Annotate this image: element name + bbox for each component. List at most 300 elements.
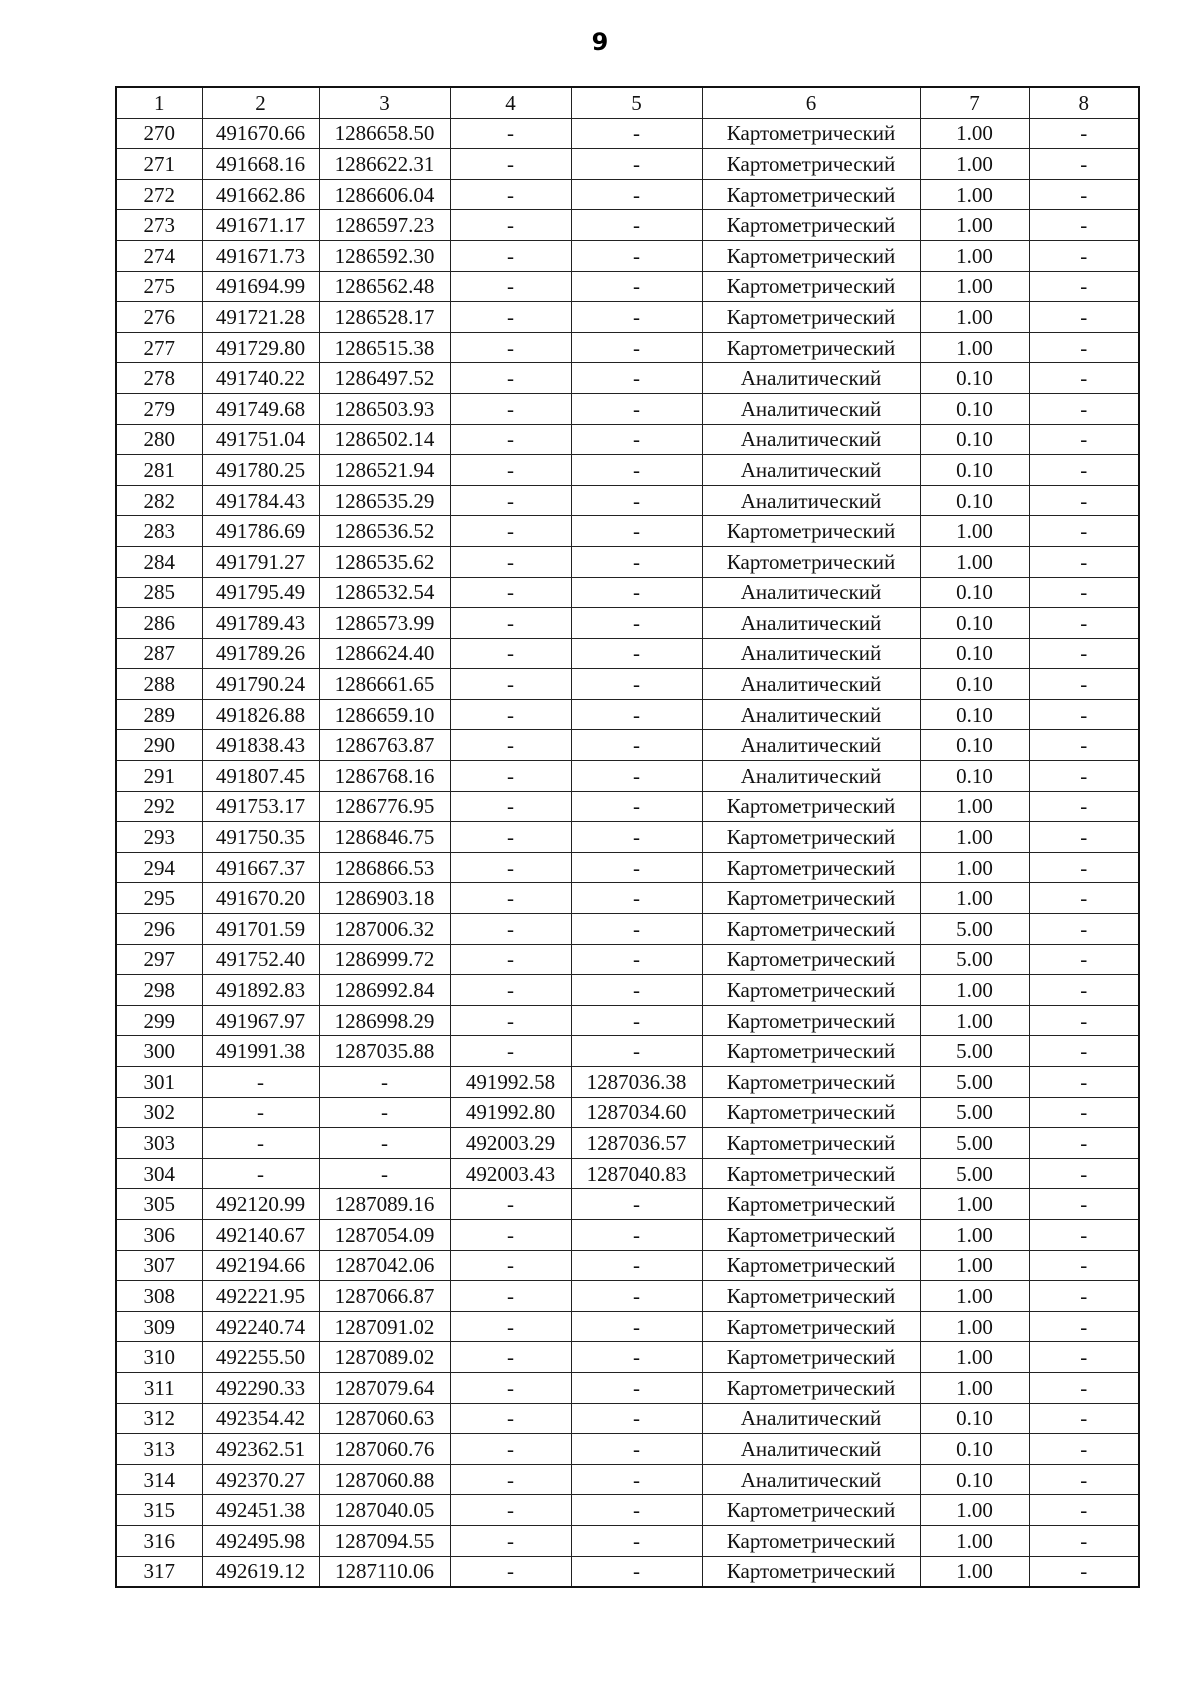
table-cell: -: [202, 1097, 319, 1128]
table-cell: 1.00: [920, 852, 1029, 883]
table-row: [116, 363, 1139, 394]
table-cell: -: [571, 1464, 702, 1495]
table-cell: -: [202, 1158, 319, 1189]
table-cell: -: [1029, 1158, 1139, 1189]
table-cell: -: [1029, 608, 1139, 639]
table-cell: 300: [116, 1036, 202, 1067]
table-cell: -: [450, 944, 571, 975]
table-cell: Картометрический: [702, 1311, 920, 1342]
table-cell: 1286573.99: [319, 608, 450, 639]
table-cell: 492003.43: [450, 1158, 571, 1189]
table-cell: 491789.26: [202, 638, 319, 669]
table-cell: 1286536.52: [319, 516, 450, 547]
table-cell: -: [1029, 1281, 1139, 1312]
table-cell: 491670.20: [202, 883, 319, 914]
table-row: [116, 1219, 1139, 1250]
table-cell: 303: [116, 1128, 202, 1159]
table-cell: -: [1029, 302, 1139, 333]
table-cell: -: [450, 1372, 571, 1403]
table-cell: -: [571, 1005, 702, 1036]
table-cell: 1.00: [920, 179, 1029, 210]
table-cell: -: [450, 1036, 571, 1067]
table-cell: -: [1029, 363, 1139, 394]
table-cell: -: [1029, 485, 1139, 516]
table-cell: -: [450, 914, 571, 945]
table-cell: 1286659.10: [319, 699, 450, 730]
table-cell: -: [450, 1281, 571, 1312]
table-row: [116, 883, 1139, 914]
table-cell: -: [571, 914, 702, 945]
table-cell: 491786.69: [202, 516, 319, 547]
column-header-5: 5: [571, 87, 702, 118]
table-cell: 277: [116, 332, 202, 363]
table-cell: 491992.58: [450, 1067, 571, 1098]
table-cell: 305: [116, 1189, 202, 1220]
table-cell: Картометрический: [702, 914, 920, 945]
table-cell: Картометрический: [702, 240, 920, 271]
table-cell: -: [571, 485, 702, 516]
table-cell: 284: [116, 546, 202, 577]
table-cell: -: [1029, 1067, 1139, 1098]
table-cell: Аналитический: [702, 393, 920, 424]
table-body: [116, 118, 1139, 1587]
table-cell: -: [450, 852, 571, 883]
table-row: [116, 455, 1139, 486]
table-cell: 276: [116, 302, 202, 333]
table-cell: 1286846.75: [319, 822, 450, 853]
table-cell: Картометрический: [702, 822, 920, 853]
table-cell: 491795.49: [202, 577, 319, 608]
table-cell: -: [450, 761, 571, 792]
table-cell: 492290.33: [202, 1372, 319, 1403]
table-row: [116, 1556, 1139, 1587]
table-cell: -: [450, 485, 571, 516]
table-cell: -: [1029, 1097, 1139, 1128]
table-cell: -: [1029, 1556, 1139, 1587]
table-cell: 1287042.06: [319, 1250, 450, 1281]
table-cell: -: [450, 975, 571, 1006]
table-cell: 317: [116, 1556, 202, 1587]
table-cell: Картометрический: [702, 1005, 920, 1036]
table-cell: 310: [116, 1342, 202, 1373]
table-cell: -: [1029, 1403, 1139, 1434]
table-cell: 491790.24: [202, 669, 319, 700]
table-cell: -: [571, 1219, 702, 1250]
table-cell: -: [1029, 424, 1139, 455]
table-cell: 1286535.29: [319, 485, 450, 516]
table-cell: -: [571, 1281, 702, 1312]
table-cell: 1.00: [920, 546, 1029, 577]
table-cell: 1287089.16: [319, 1189, 450, 1220]
table-row: [116, 761, 1139, 792]
table-cell: 491671.73: [202, 240, 319, 271]
table-cell: -: [571, 1250, 702, 1281]
table-cell: 1287066.87: [319, 1281, 450, 1312]
table-row: [116, 1464, 1139, 1495]
table-cell: 1287089.02: [319, 1342, 450, 1373]
table-row: [116, 1281, 1139, 1312]
table-row: [116, 179, 1139, 210]
table-cell: -: [450, 271, 571, 302]
table-cell: -: [450, 638, 571, 669]
table-cell: 491752.40: [202, 944, 319, 975]
table-cell: -: [571, 393, 702, 424]
table-cell: 5.00: [920, 1128, 1029, 1159]
table-cell: 491670.66: [202, 118, 319, 149]
table-cell: -: [1029, 1005, 1139, 1036]
table-cell: 5.00: [920, 1158, 1029, 1189]
table-row: [116, 975, 1139, 1006]
table-row: [116, 516, 1139, 547]
table-cell: 280: [116, 424, 202, 455]
table-cell: 311: [116, 1372, 202, 1403]
table-cell: -: [1029, 149, 1139, 180]
table-cell: Картометрический: [702, 1556, 920, 1587]
table-cell: 1287110.06: [319, 1556, 450, 1587]
table-cell: Картометрический: [702, 1219, 920, 1250]
table-cell: -: [450, 1495, 571, 1526]
table-cell: -: [571, 730, 702, 761]
table-cell: -: [571, 761, 702, 792]
table-cell: -: [1029, 179, 1139, 210]
table-cell: 491750.35: [202, 822, 319, 853]
table-cell: 491753.17: [202, 791, 319, 822]
table-cell: -: [450, 1189, 571, 1220]
table-cell: -: [1029, 730, 1139, 761]
table-cell: 291: [116, 761, 202, 792]
table-cell: -: [1029, 1495, 1139, 1526]
table-row: [116, 1342, 1139, 1373]
table-cell: -: [1029, 1464, 1139, 1495]
table-cell: -: [571, 424, 702, 455]
table-cell: -: [1029, 1342, 1139, 1373]
table-cell: 492495.98: [202, 1525, 319, 1556]
table-cell: 5.00: [920, 1036, 1029, 1067]
table-cell: 0.10: [920, 669, 1029, 700]
table-cell: Картометрический: [702, 1067, 920, 1098]
table-cell: 492619.12: [202, 1556, 319, 1587]
table-cell: -: [571, 210, 702, 241]
table-cell: Картометрический: [702, 332, 920, 363]
table-cell: 1.00: [920, 883, 1029, 914]
table-cell: 299: [116, 1005, 202, 1036]
table-cell: 279: [116, 393, 202, 424]
table-cell: 5.00: [920, 914, 1029, 945]
table-cell: 292: [116, 791, 202, 822]
table-cell: Картометрический: [702, 1189, 920, 1220]
table-cell: 1286502.14: [319, 424, 450, 455]
table-cell: 1286497.52: [319, 363, 450, 394]
table-cell: -: [319, 1128, 450, 1159]
table-cell: 491671.17: [202, 210, 319, 241]
table-cell: -: [571, 944, 702, 975]
table-row: [116, 1495, 1139, 1526]
table-cell: 286: [116, 608, 202, 639]
table-cell: 1.00: [920, 1495, 1029, 1526]
table-cell: -: [1029, 914, 1139, 945]
coordinates-table: [115, 86, 1140, 1588]
table-cell: 287: [116, 638, 202, 669]
table-cell: Картометрический: [702, 1372, 920, 1403]
table-cell: -: [1029, 1219, 1139, 1250]
table-cell: 294: [116, 852, 202, 883]
table-cell: 1286532.54: [319, 577, 450, 608]
table-cell: -: [450, 1250, 571, 1281]
table-cell: 1287079.64: [319, 1372, 450, 1403]
table-cell: 492240.74: [202, 1311, 319, 1342]
table-cell: 491992.80: [450, 1097, 571, 1128]
column-header-7: 7: [920, 87, 1029, 118]
table-cell: 1286562.48: [319, 271, 450, 302]
table-cell: -: [571, 638, 702, 669]
table-cell: -: [450, 1525, 571, 1556]
table-cell: -: [1029, 975, 1139, 1006]
table-cell: 1286998.29: [319, 1005, 450, 1036]
table-cell: 5.00: [920, 944, 1029, 975]
table-cell: Картометрический: [702, 1342, 920, 1373]
table-cell: 492003.29: [450, 1128, 571, 1159]
table-cell: 491791.27: [202, 546, 319, 577]
table-cell: 1286763.87: [319, 730, 450, 761]
table-cell: -: [319, 1158, 450, 1189]
table-cell: 0.10: [920, 1403, 1029, 1434]
table-cell: 1287034.60: [571, 1097, 702, 1128]
table-row: [116, 302, 1139, 333]
table-cell: -: [571, 608, 702, 639]
table-cell: 1.00: [920, 1005, 1029, 1036]
table-cell: 1286503.93: [319, 393, 450, 424]
table-cell: 491807.45: [202, 761, 319, 792]
table-cell: 274: [116, 240, 202, 271]
table-cell: 312: [116, 1403, 202, 1434]
table-cell: 1.00: [920, 302, 1029, 333]
table-cell: 491789.43: [202, 608, 319, 639]
table-cell: -: [1029, 1311, 1139, 1342]
table-cell: -: [571, 1311, 702, 1342]
table-cell: Аналитический: [702, 608, 920, 639]
table-cell: -: [450, 822, 571, 853]
table-cell: 1.00: [920, 240, 1029, 271]
table-cell: -: [571, 455, 702, 486]
table-row: [116, 1067, 1139, 1098]
table-cell: Аналитический: [702, 577, 920, 608]
table-row: [116, 944, 1139, 975]
table-cell: 1.00: [920, 1311, 1029, 1342]
table-cell: Аналитический: [702, 699, 920, 730]
table-cell: -: [571, 1403, 702, 1434]
table-cell: 0.10: [920, 424, 1029, 455]
table-cell: -: [571, 852, 702, 883]
table-cell: -: [1029, 944, 1139, 975]
table-cell: 491991.38: [202, 1036, 319, 1067]
table-cell: 1287035.88: [319, 1036, 450, 1067]
table-cell: -: [450, 1434, 571, 1465]
table-cell: -: [1029, 1434, 1139, 1465]
table-cell: 491967.97: [202, 1005, 319, 1036]
table-cell: 272: [116, 179, 202, 210]
table-cell: 0.10: [920, 608, 1029, 639]
table-cell: 1.00: [920, 1342, 1029, 1373]
table-cell: -: [571, 669, 702, 700]
table-cell: 491784.43: [202, 485, 319, 516]
table-cell: 491701.59: [202, 914, 319, 945]
table-cell: 1.00: [920, 1525, 1029, 1556]
table-cell: -: [571, 363, 702, 394]
table-cell: 1286776.95: [319, 791, 450, 822]
table-cell: -: [450, 1403, 571, 1434]
table-row: [116, 1189, 1139, 1220]
table-cell: 0.10: [920, 485, 1029, 516]
table-cell: -: [450, 699, 571, 730]
table-cell: -: [450, 1005, 571, 1036]
table-row: [116, 1005, 1139, 1036]
table-cell: 297: [116, 944, 202, 975]
table-cell: Аналитический: [702, 424, 920, 455]
table-cell: Аналитический: [702, 1434, 920, 1465]
table-cell: Картометрический: [702, 791, 920, 822]
table-row: [116, 1372, 1139, 1403]
table-cell: 1286622.31: [319, 149, 450, 180]
table-cell: Аналитический: [702, 730, 920, 761]
table-cell: -: [450, 393, 571, 424]
table-cell: -: [571, 240, 702, 271]
table-cell: -: [571, 1036, 702, 1067]
table-cell: 0.10: [920, 730, 1029, 761]
table-cell: 5.00: [920, 1067, 1029, 1098]
table-row: [116, 240, 1139, 271]
table-cell: 0.10: [920, 363, 1029, 394]
table-cell: 492255.50: [202, 1342, 319, 1373]
table-cell: Картометрический: [702, 1281, 920, 1312]
table-cell: Картометрический: [702, 149, 920, 180]
table-cell: 1286606.04: [319, 179, 450, 210]
table-cell: -: [1029, 271, 1139, 302]
table-cell: -: [571, 516, 702, 547]
table-cell: 275: [116, 271, 202, 302]
table-cell: -: [571, 1495, 702, 1526]
table-cell: 290: [116, 730, 202, 761]
table-cell: 309: [116, 1311, 202, 1342]
table-cell: 1286535.62: [319, 546, 450, 577]
table-cell: 491838.43: [202, 730, 319, 761]
table-cell: Картометрический: [702, 271, 920, 302]
table-cell: 295: [116, 883, 202, 914]
header-row: [116, 87, 1139, 118]
table-cell: 301: [116, 1067, 202, 1098]
table-row: [116, 393, 1139, 424]
table-cell: 491740.22: [202, 363, 319, 394]
table-cell: 1.00: [920, 1189, 1029, 1220]
table-cell: 491662.86: [202, 179, 319, 210]
table-cell: 1.00: [920, 1219, 1029, 1250]
table-cell: -: [450, 883, 571, 914]
table-cell: 282: [116, 485, 202, 516]
table-cell: -: [450, 516, 571, 547]
table-row: [116, 546, 1139, 577]
table-cell: 492221.95: [202, 1281, 319, 1312]
table-cell: 296: [116, 914, 202, 945]
table-row: [116, 1250, 1139, 1281]
table-cell: -: [450, 363, 571, 394]
table-cell: -: [1029, 118, 1139, 149]
table-cell: Картометрический: [702, 1097, 920, 1128]
table-cell: -: [1029, 1372, 1139, 1403]
table-cell: 0.10: [920, 393, 1029, 424]
table-cell: 1.00: [920, 822, 1029, 853]
table-cell: 0.10: [920, 1434, 1029, 1465]
table-cell: -: [571, 332, 702, 363]
table-cell: -: [450, 179, 571, 210]
table-row: [116, 669, 1139, 700]
table-row: [116, 608, 1139, 639]
table-row: [116, 638, 1139, 669]
table-cell: Картометрический: [702, 1158, 920, 1189]
table-cell: -: [571, 822, 702, 853]
table-row: [116, 1434, 1139, 1465]
table-row: [116, 485, 1139, 516]
table-cell: 1.00: [920, 1372, 1029, 1403]
table-cell: 1286903.18: [319, 883, 450, 914]
table-cell: 288: [116, 669, 202, 700]
table-cell: Картометрический: [702, 883, 920, 914]
table-cell: -: [571, 699, 702, 730]
table-cell: 491749.68: [202, 393, 319, 424]
table-cell: 0.10: [920, 699, 1029, 730]
table-cell: -: [1029, 761, 1139, 792]
table-cell: Картометрический: [702, 1036, 920, 1067]
table-row: [116, 577, 1139, 608]
table-cell: 1286999.72: [319, 944, 450, 975]
table-cell: -: [450, 455, 571, 486]
table-cell: 1286661.65: [319, 669, 450, 700]
table-cell: -: [450, 791, 571, 822]
table-cell: 278: [116, 363, 202, 394]
table-cell: 492370.27: [202, 1464, 319, 1495]
table-cell: -: [450, 577, 571, 608]
table-cell: 308: [116, 1281, 202, 1312]
table-cell: 273: [116, 210, 202, 241]
table-cell: -: [450, 210, 571, 241]
table-cell: Картометрический: [702, 1495, 920, 1526]
table-cell: 1287036.57: [571, 1128, 702, 1159]
table-cell: 1287091.02: [319, 1311, 450, 1342]
table-cell: 1286768.16: [319, 761, 450, 792]
table-cell: 492362.51: [202, 1434, 319, 1465]
table-cell: -: [1029, 1128, 1139, 1159]
table-cell: -: [1029, 332, 1139, 363]
table-cell: 306: [116, 1219, 202, 1250]
table-cell: 302: [116, 1097, 202, 1128]
table-cell: Картометрический: [702, 1128, 920, 1159]
table-cell: -: [1029, 1250, 1139, 1281]
table-cell: -: [1029, 699, 1139, 730]
table-cell: -: [571, 546, 702, 577]
table-cell: 1.00: [920, 516, 1029, 547]
table-cell: -: [319, 1097, 450, 1128]
table-cell: -: [571, 883, 702, 914]
table-cell: 1.00: [920, 1556, 1029, 1587]
table-cell: -: [450, 1219, 571, 1250]
table-cell: Аналитический: [702, 638, 920, 669]
table-row: [116, 1403, 1139, 1434]
table-cell: 1.00: [920, 1250, 1029, 1281]
table-cell: 492451.38: [202, 1495, 319, 1526]
table-cell: -: [571, 1342, 702, 1373]
table-cell: 1286866.53: [319, 852, 450, 883]
table-cell: 293: [116, 822, 202, 853]
table-cell: 298: [116, 975, 202, 1006]
table-cell: 1.00: [920, 975, 1029, 1006]
